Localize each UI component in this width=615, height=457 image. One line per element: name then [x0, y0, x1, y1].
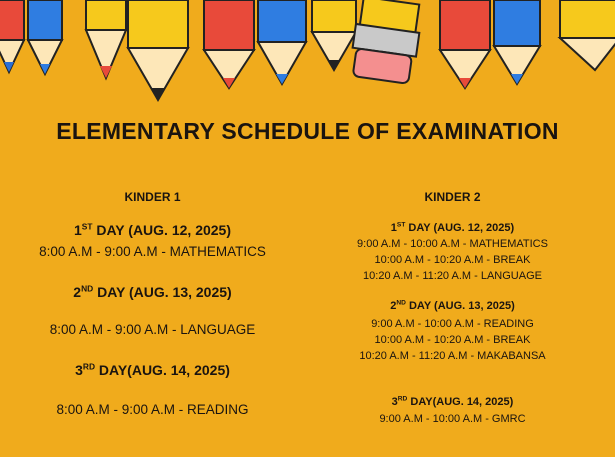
- kinder1-day-2: 2ND DAY (AUG. 13, 2025): [73, 283, 232, 300]
- page-title: ELEMENTARY SCHEDULE OF EXAMINATION: [56, 118, 559, 144]
- kinder2-day-2-slot: 10:20 A.M - 11:20 A.M - MAKABANSA: [359, 350, 546, 362]
- kinder1-day-2-slot: 8:00 A.M - 9:00 A.M - LANGUAGE: [49, 322, 256, 337]
- pencil-icon: [28, 0, 62, 74]
- kinder2-day-1-slot: 10:20 A.M - 11:20 A.M - LANGUAGE: [363, 270, 542, 282]
- pencil-icon: [440, 0, 490, 88]
- kinder2-day-2-slot: 9:00 A.M - 10:00 A.M - READING: [371, 318, 534, 330]
- pencil-icon: [312, 0, 356, 70]
- kinder2-day-2-slot: 10:00 A.M - 10:20 A.M - BREAK: [374, 334, 531, 346]
- kinder2-day-1-slot: 9:00 A.M - 10:00 A.M - MATHEMATICS: [357, 238, 548, 250]
- kinder2-heading: KINDER 2: [424, 190, 481, 204]
- kinder2-day-1: 1ST DAY (AUG. 12, 2025): [390, 221, 515, 234]
- eraser-pencil-icon: [349, 0, 424, 84]
- kinder1-day-3: 3RD DAY(AUG. 14, 2025): [75, 361, 230, 378]
- kinder2-day-3: 3RD DAY(AUG. 14, 2025): [391, 395, 514, 408]
- kinder1-heading: KINDER 1: [124, 190, 181, 204]
- kinder2-day-1-slot: 10:00 A.M - 10:20 A.M - BREAK: [374, 254, 531, 266]
- pencil-icon: [128, 0, 188, 100]
- pencil-icon: [0, 0, 24, 72]
- pencil-icon: [494, 0, 540, 84]
- kinder1-day-1: 1ST DAY (AUG. 12, 2025): [73, 221, 231, 238]
- pencil-icon: [258, 0, 306, 84]
- pencil-icon: [86, 0, 126, 78]
- kinder1-day-1-slot: 8:00 A.M - 9:00 A.M - MATHEMATICS: [39, 244, 266, 259]
- kinder1-day-3-slot: 8:00 A.M - 9:00 A.M - READING: [56, 402, 249, 417]
- pencil-icon: [560, 0, 615, 70]
- kinder2-day-3-slot: 9:00 A.M - 10:00 A.M - GMRC: [379, 413, 526, 425]
- pencils-border: [0, 0, 615, 110]
- kinder2-day-2: 2ND DAY (AUG. 13, 2025): [390, 299, 515, 312]
- pencil-icon: [204, 0, 254, 88]
